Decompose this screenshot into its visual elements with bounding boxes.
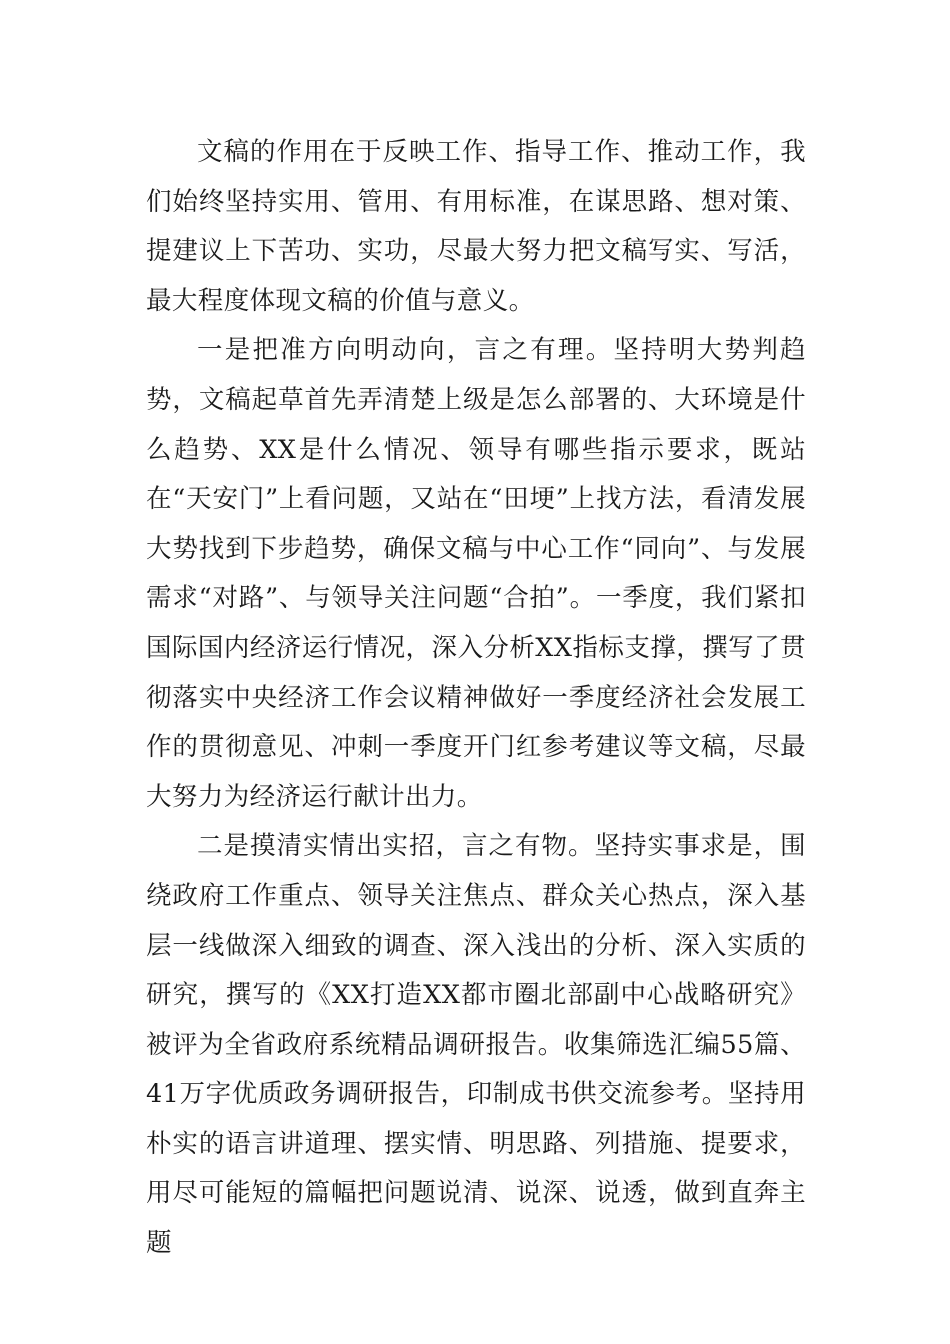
paragraph-intro: 文稿的作用在于反映工作、指导工作、推动工作，我们始终坚持实用、管用、有用标准，在谋思路、想对策、提建议上下苦功、实功，尽最大努力把文稿写实、写活，最大程度体现文稿的价值与意义。 xyxy=(146,137,806,316)
document-body xyxy=(146,128,806,1269)
paragraph-facts: 二是摸清实情出实招，言之有物。坚持实事求是，围绕政府工作重点、领导关注焦点、群众关心热点，深入基层一线做深入细致的调查、深入浅出的分析、深入实质的研究，撰写的《XX打造XX都市圈北部副中心战略研究》被评为全省政府系统精品调研报告。收集筛选汇编55篇、41万字优质政务调研报告，印制成书供交流参考。坚持用朴实的语言讲道理、摆实情、明思路、列措施、提要求，用尽可能短的篇幅把问题说清、说深、说透，做到直奔主题 xyxy=(146,831,806,1259)
paragraph-direction: 一是把准方向明动向，言之有理。坚持明大势判趋势，文稿起草首先弄清楚上级是怎么部署的、大环境是什么趋势、XX是什么情况、领导有哪些指示要求，既站在“天安门”上看问题，又站在“田埂”上找方法，看清发展大势找到下步趋势，确保文稿与中心工作“同向”、与发展需求“对路”、与领导关注问题“合拍”。一季度，我们紧扣国际国内经济运行情况，深入分析XX指标支撑，撰写了贯彻落实中央经济工作会议精神做好一季度经济社会发展工作的贯彻意见、冲刺一季度开门红参考建议等文稿，尽最大努力为经济运行献计出力。 xyxy=(146,335,806,812)
